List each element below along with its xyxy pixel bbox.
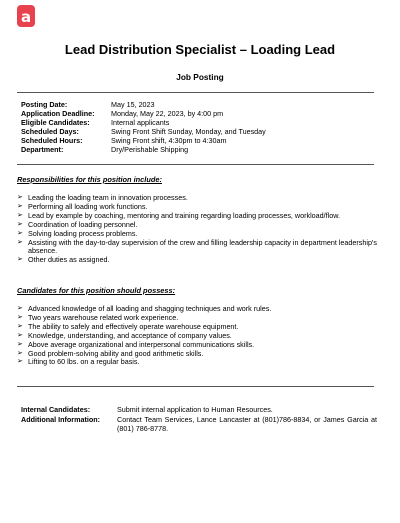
detail-label: Scheduled Hours: xyxy=(21,136,83,146)
bullet-arrow-icon: ➢ xyxy=(17,229,23,237)
list-item-text: Performing all loading work functions. xyxy=(28,201,148,211)
detail-label: Department: xyxy=(21,145,64,155)
bullet-arrow-icon: ➢ xyxy=(17,349,23,357)
page-subtitle: Job Posting xyxy=(176,72,224,82)
bullet-arrow-icon: ➢ xyxy=(17,340,23,348)
list-item-text: Coordination of loading personnel. xyxy=(28,219,138,229)
detail-row xyxy=(21,100,266,109)
contact-row xyxy=(21,405,377,414)
detail-row xyxy=(21,136,266,145)
responsibilities-heading: Responsibilities for this position include: xyxy=(17,175,162,184)
list-item xyxy=(17,256,379,265)
detail-value: Monday, May 22, 2023, by 4:00 pm xyxy=(111,109,224,119)
bullet-arrow-icon: ➢ xyxy=(17,331,23,339)
list-item-text: Lead by example by coaching, mentoring and training regarding loading processes, workload/flow. xyxy=(28,210,341,220)
detail-value: Swing Front shift, 4:30pm to 4:30am xyxy=(111,136,227,146)
detail-label: Application Deadline: xyxy=(21,109,95,119)
bullet-arrow-icon: ➢ xyxy=(17,322,23,330)
bullet-arrow-icon: ➢ xyxy=(17,202,23,210)
posting-details xyxy=(21,100,266,155)
list-item-text: The ability to safely and effectively operate warehouse equipment. xyxy=(28,321,239,331)
detail-label: Scheduled Days: xyxy=(21,127,79,137)
divider-bottom xyxy=(17,386,374,387)
contact-row xyxy=(21,415,377,433)
bullet-arrow-icon: ➢ xyxy=(17,358,23,366)
bullet-arrow-icon: ➢ xyxy=(17,313,23,321)
list-item-text: Good problem-solving ability and good arithmetic skills. xyxy=(28,348,204,358)
list-item xyxy=(17,358,379,367)
bullet-arrow-icon: ➢ xyxy=(17,220,23,228)
brand-logo xyxy=(4,3,48,37)
detail-row xyxy=(21,127,266,136)
responsibilities-list xyxy=(17,194,379,265)
contact-value: Contact Team Services, Lance Lancaster at (801)786-8834, or James Garcia at (801) 786-8778. xyxy=(117,415,377,434)
page-title: Lead Distribution Specialist – Loading Lead xyxy=(64,42,336,57)
qualifications-heading: Candidates for this position should possess: xyxy=(17,286,176,295)
list-item-text: Assisting with the day-to-day supervision of the crew and filling leadership capacity in department leadership's absence. xyxy=(28,237,377,256)
detail-value: Swing Front Shift Sunday, Monday, and Tuesday xyxy=(111,127,266,137)
bullet-arrow-icon: ➢ xyxy=(17,238,23,246)
contact-label: Additional Information: xyxy=(21,415,101,425)
list-item xyxy=(17,239,379,257)
detail-value: May 15, 2023 xyxy=(111,100,155,109)
list-item-text: Knowledge, understanding, and acceptance of company values. xyxy=(28,330,232,340)
list-item-text: Other duties as assigned. xyxy=(28,255,110,265)
bullet-arrow-icon: ➢ xyxy=(17,305,23,312)
bullet-arrow-icon: ➢ xyxy=(17,211,23,219)
detail-label: Posting Date: xyxy=(21,100,68,109)
detail-row xyxy=(21,118,266,127)
list-item-text: Two years warehouse related work experience. xyxy=(28,312,179,322)
detail-value: Internal applicants xyxy=(111,118,170,128)
bullet-arrow-icon: ➢ xyxy=(17,194,23,201)
list-item-text: Advanced knowledge of all loading and shagging techniques and work rules. xyxy=(28,304,272,313)
brand-logo-icon xyxy=(4,3,48,33)
bullet-arrow-icon: ➢ xyxy=(17,256,23,264)
list-item-text: Lifting to 60 lbs. on a regular basis. xyxy=(28,357,140,367)
list-item-text: Solving loading process problems. xyxy=(28,228,138,238)
detail-row xyxy=(21,145,266,154)
detail-label: Eligible Candidates: xyxy=(21,118,90,128)
detail-value: Dry/Perishable Shipping xyxy=(111,145,189,155)
list-item-text: Leading the loading team in innovation processes. xyxy=(28,193,188,202)
contact-label: Internal Candidates: xyxy=(21,405,91,414)
qualifications-list xyxy=(17,305,379,367)
list-item-text: Above average organizational and interpersonal communications skills. xyxy=(28,339,255,349)
svg-text:a: a xyxy=(20,8,32,26)
divider-details xyxy=(17,164,374,165)
detail-row xyxy=(21,109,266,118)
contact-section xyxy=(21,405,377,434)
divider-top xyxy=(17,92,374,93)
contact-value: Submit internal application to Human Resources. xyxy=(117,405,273,414)
